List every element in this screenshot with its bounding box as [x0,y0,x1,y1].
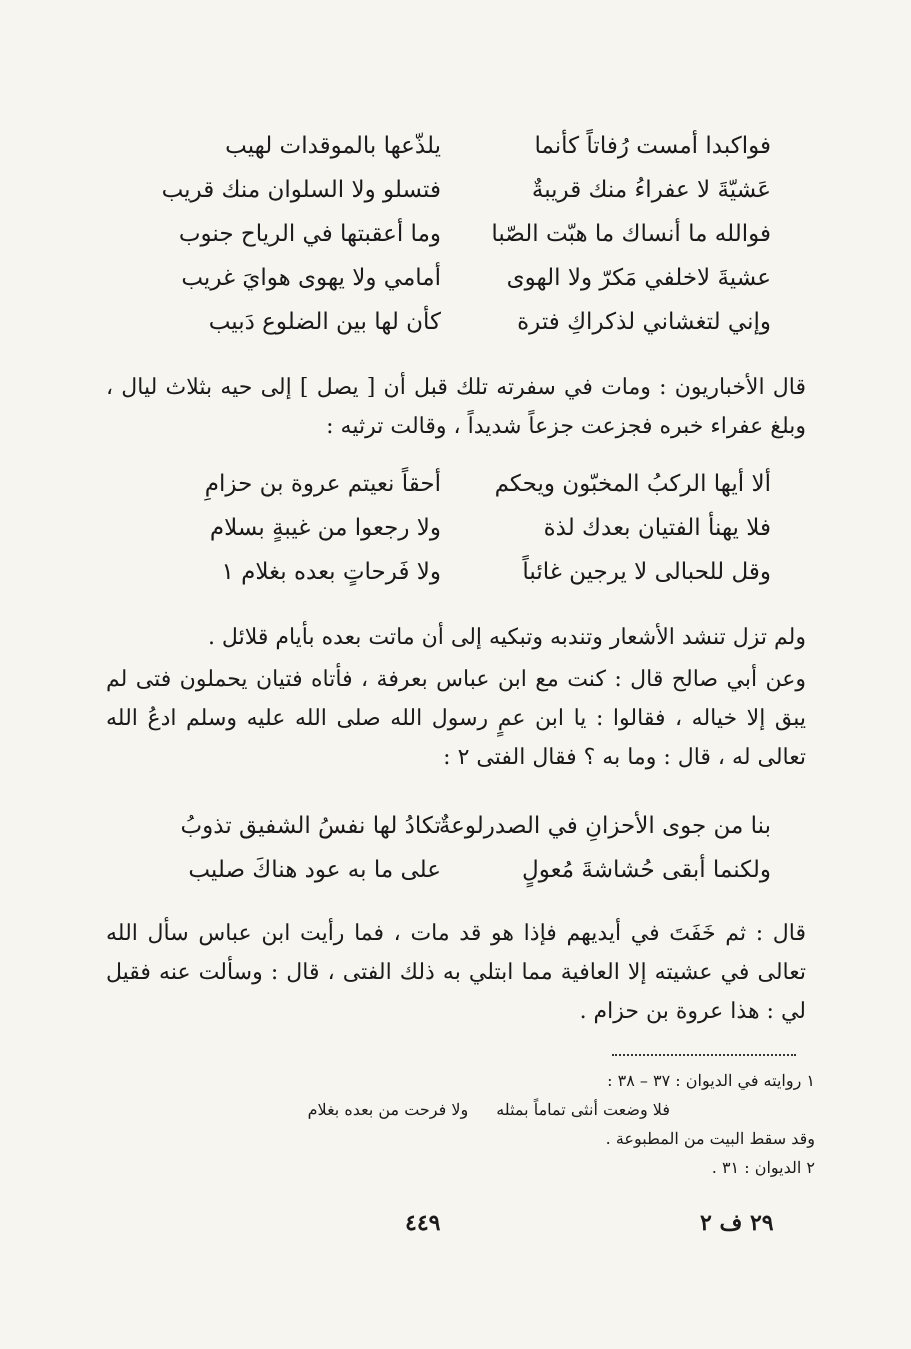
footnote-divider [612,1054,796,1056]
verse-first-hemistich: وإني لتغشاني لذكراكِ فترة [517,309,771,335]
paragraph-text: وعن أبي صالح قال : كنت مع ابن عباس بعرفة ، فأتاه فتيان يحملون فتى لم يبق إلا خياله ، فقالوا : يا ابن عمٍ رسول الله صلى الله عليه وسلم ادعُ الله تعالى له ، قال : وما به ؟ فقال الفتى ٢ : [106,667,806,770]
verse-second-hemistich: أمامي ولا يهوى هوايَ غريب [181,265,441,291]
paragraph-text: ولم تزل تنشد الأشعار وتندبه وتبكيه إلى أن ماتت بعده بأيام قلائل . [207,625,806,650]
verse-first-hemistich: ولكنما أبقى حُشاشةَ مُعولٍ [522,857,771,883]
verse [131,256,771,300]
poem-youth [131,804,771,892]
paragraph-conclusion [106,914,806,1031]
verse-first-hemistich: عَشيّةَ لا عفراءُ منك قريبةٌ [531,177,771,203]
paragraph-afra-death [106,618,806,657]
verse-second-hemistich: وما أعقبتها في الرياح جنوب [178,221,441,247]
verse [131,462,771,506]
verse [131,550,771,594]
verse-second-hemistich: على ما به عود هناكَ صليب [188,857,441,883]
verse-second-hemistich: ولا رجعوا من غيبةٍ بسلام [209,515,441,541]
footnote-1-verse [195,1095,815,1124]
verse [131,848,771,892]
poem-afra-lament [131,462,771,594]
verse-first-hemistich: بنا من جوى الأحزانِ في الصدرلوعةٌ [438,813,771,839]
verse [131,506,771,550]
verse-first-hemistich: عشيةَ لاخلفي مَكرّ ولا الهوى [506,265,771,291]
verse-second-hemistich: أحقاً نعيتم عروة بن حزامِ [204,471,441,497]
verse-second-hemistich: يلذّعها بالموقدات لهيب [225,133,441,159]
verse-second-hemistich: فتسلو ولا السلوان منك قريب [161,177,441,203]
paragraph-text: قال الأخباريون : ومات في سفرته تلك قبل أن [ يصل ] إلى حيه بثلاث ليال ، وبلغ عفراء خبره فجزعت جزعاً شديداً ، وقالت ترثيه : [106,375,806,439]
verse-first-hemistich: ألا أيها الركبُ المخبّون ويحكم [494,471,771,497]
footnote-1-intro: ١ روايته في الديوان : ٣٧ – ٣٨ : [607,1071,815,1090]
verse-first-hemistich: وقل للحبالى لا يرجين غائباً [522,559,771,585]
footnote-verse-second: ولا فرحت من بعده بغلام [307,1100,469,1119]
verse-first-hemistich: فوالله ما أنساك ما هبّت الصّبا [491,221,771,247]
verse [131,124,771,168]
paragraph-narrators [106,368,806,446]
printer-signature: ٢٩ ف ٢ [700,1210,774,1236]
paragraph-text: قال : ثم خَفَتَ في أيديهم فإذا هو قد مات ، فما رأيت ابن عباس سأل الله تعالى في عشيته إلا العافية مما ابتلي به ذلك الفتى ، قال : وسألت عنه فقيل لي : هذا عروة بن حزام . [106,921,806,1024]
paragraph-abu-salih [106,660,806,777]
footnote-verse-first: فلا وضعت أنثى تماماً بمثله [496,1100,670,1119]
footnotes [195,1066,815,1182]
verse [131,300,771,344]
footnote-1-note: وقد سقط البيت من المطبوعة . [605,1129,815,1148]
footnote-2: ٢ الديوان : ٣١ . [711,1158,815,1177]
verse-second-hemistich: تكادُ لها نفسُ الشفيق تذوبُ [180,813,441,839]
verse-second-hemistich: كأن لها بين الضلوع دَبيب [208,309,441,335]
poem-elegy [131,124,771,344]
verse-first-hemistich: فواكبدا أمست رُفاتاً كأنما [534,133,771,159]
verse [131,212,771,256]
verse-second-hemistich: ولا فَرحاتٍ بعده بغلام ١ [221,559,441,585]
page-number: ٤٤٩ [405,1210,441,1236]
verse [131,168,771,212]
verse-first-hemistich: فلا يهنأ الفتيان بعدك لذة [543,515,771,541]
verse [131,804,771,848]
